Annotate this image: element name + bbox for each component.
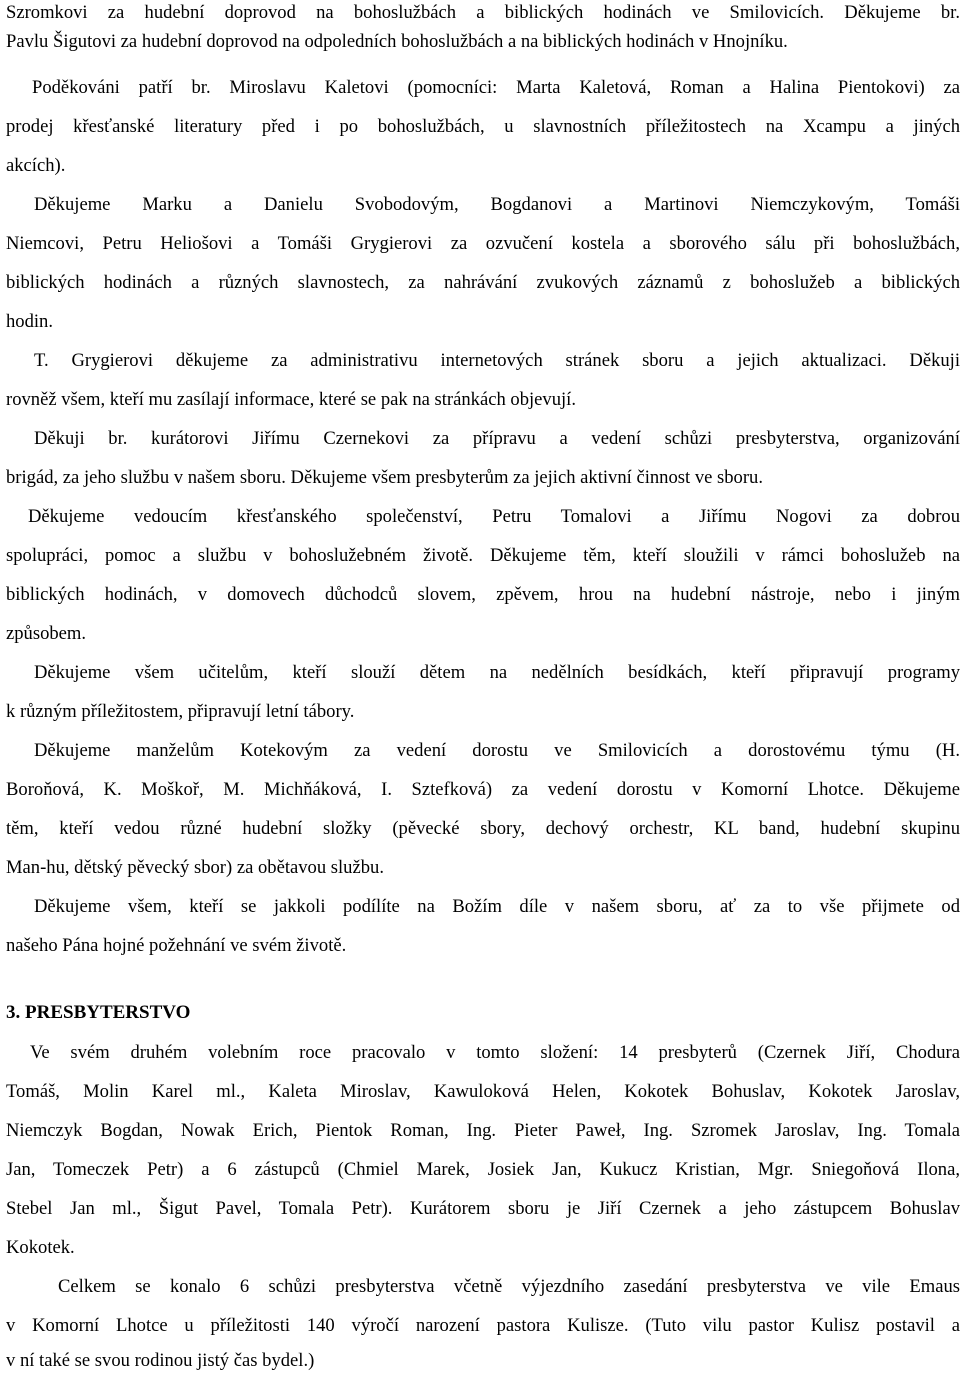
- text-line: biblických hodinách, v domovech důchodců slovem, zpěvem, hrou na hudební nástroje, nebo i jiným: [6, 584, 960, 605]
- text-line: akcích).: [6, 155, 66, 176]
- text-line: Poděkováni patří br. Miroslavu Kaletovi (pomocníci: Marta Kaletová, Roman a Halina Pientokovi) za: [32, 77, 960, 98]
- text-line: Děkuji br. kurátorovi Jiřímu Czernekovi za přípravu a vedení schůzi presbyterstva, organizování: [34, 428, 960, 449]
- text-line: Jan, Tomeczek Petr) a 6 zástupců (Chmiel Marek, Josiek Jan, Kukucz Kristian, Mgr. Sniegoňová Ilona,: [6, 1159, 960, 1180]
- text-line: prodej křesťanské literatury před i po bohoslužbách, u slavnostních příležitostech na Xcampu a jiných: [6, 116, 960, 137]
- text-line: T. Grygierovi děkujeme za administrativu internetových stránek sboru a jejich aktualizaci. Děkuji: [34, 350, 960, 371]
- text-line: rovněž všem, kteří mu zasílají informace, které se pak na stránkách objevují.: [6, 389, 576, 410]
- text-line: Niemczyk Bogdan, Nowak Erich, Pientok Roman, Ing. Pieter Paweł, Ing. Szromek Jaroslav, Ing. Tomala: [6, 1120, 960, 1141]
- text-line: Niemcovi, Petru Heliošovi a Tomáši Grygierovi za ozvučení kostela a sborového sálu při bohoslužbách,: [6, 233, 960, 254]
- text-line: těm, kteří vedou různé hudební složky (pěvecké sbory, dechový orchestr, KL band, hudební skupinu: [6, 818, 960, 839]
- text-line: v ní také se svou rodinou jistý čas bydel.): [6, 1350, 315, 1371]
- text-line: Celkem se konalo 6 schůzi presbyterstva včetně výjezdního zasedání presbyterstva ve vile Emaus: [58, 1276, 960, 1297]
- text-line: našeho Pána hojné požehnání ve svém životě.: [6, 935, 347, 956]
- text-line: Stebel Jan ml., Šigut Pavel, Tomala Petr). Kurátorem sboru je Jiří Czernek a jeho zástupcem Bohuslav: [6, 1198, 960, 1219]
- text-line: Děkujeme vedoucím křesťanského společenství, Petru Tomalovi a Jiřímu Nogovi za dobrou: [28, 506, 960, 527]
- text-line: Děkujeme manželům Kotekovým za vedení dorostu ve Smilovicích a dorostovému týmu (H.: [34, 740, 960, 761]
- text-line: Děkujeme Marku a Danielu Svobodovým, Bogdanovi a Martinovi Niemczykovým, Tomáši: [34, 194, 960, 215]
- text-line: Boroňová, K. Moškoř, M. Michňáková, I. Sztefková) za vedení dorostu v Komorní Lhotce. Děkujeme: [6, 779, 960, 800]
- text-line: způsobem.: [6, 623, 87, 644]
- text-line: brigád, za jeho službu v našem sboru. Děkujeme všem presbyterům za jejich aktivní činnost ve sboru.: [6, 467, 763, 488]
- text-line: spolupráci, pomoc a službu v bohoslužebném životě. Děkujeme těm, kteří sloužili v rámci bohoslužeb na: [6, 545, 960, 566]
- text-line: Děkujeme všem, kteří se jakkoli podílíte na Božím díle v našem sboru, ať za to vše přijmete od: [34, 896, 960, 917]
- text-line: v Komorní Lhotce u příležitosti 140 výročí narození pastora Kulisze. (Tuto vilu pastor Kulisz postavil a: [6, 1315, 960, 1336]
- text-line: Pavlu Šigutovi za hudební doprovod na odpoledních bohoslužbách a na biblických hodinách v Hnojníku.: [6, 31, 788, 52]
- text-line: Ve svém druhém volebním roce pracovalo v tomto složení: 14 presbyterů (Czernek Jiří, Chodura: [30, 1042, 960, 1063]
- text-line: k různým příležitostem, připravují letní tábory.: [6, 701, 355, 722]
- text-line: biblických hodinách a různých slavnostech, za nahrávání zvukových záznamů z bohoslužeb a biblických: [6, 272, 960, 293]
- text-line: Děkujeme všem učitelům, kteří slouží dětem na nedělních besídkách, kteří připravují programy: [34, 662, 960, 683]
- text-line: hodin.: [6, 311, 54, 332]
- text-line: Man-hu, dětský pěvecký sbor) za obětavou službu.: [6, 857, 384, 878]
- text-line: Kokotek.: [6, 1237, 75, 1258]
- text-line: Szromkovi za hudební doprovod na bohoslužbách a biblických hodinách ve Smilovicích. Děkujeme br.: [6, 2, 960, 23]
- section-heading: 3. PRESBYTERSTVO: [6, 1002, 191, 1023]
- text-line: Tomáš, Molin Karel ml., Kaleta Miroslav, Kawuloková Helen, Kokotek Bohuslav, Kokotek Jaroslav,: [6, 1081, 960, 1102]
